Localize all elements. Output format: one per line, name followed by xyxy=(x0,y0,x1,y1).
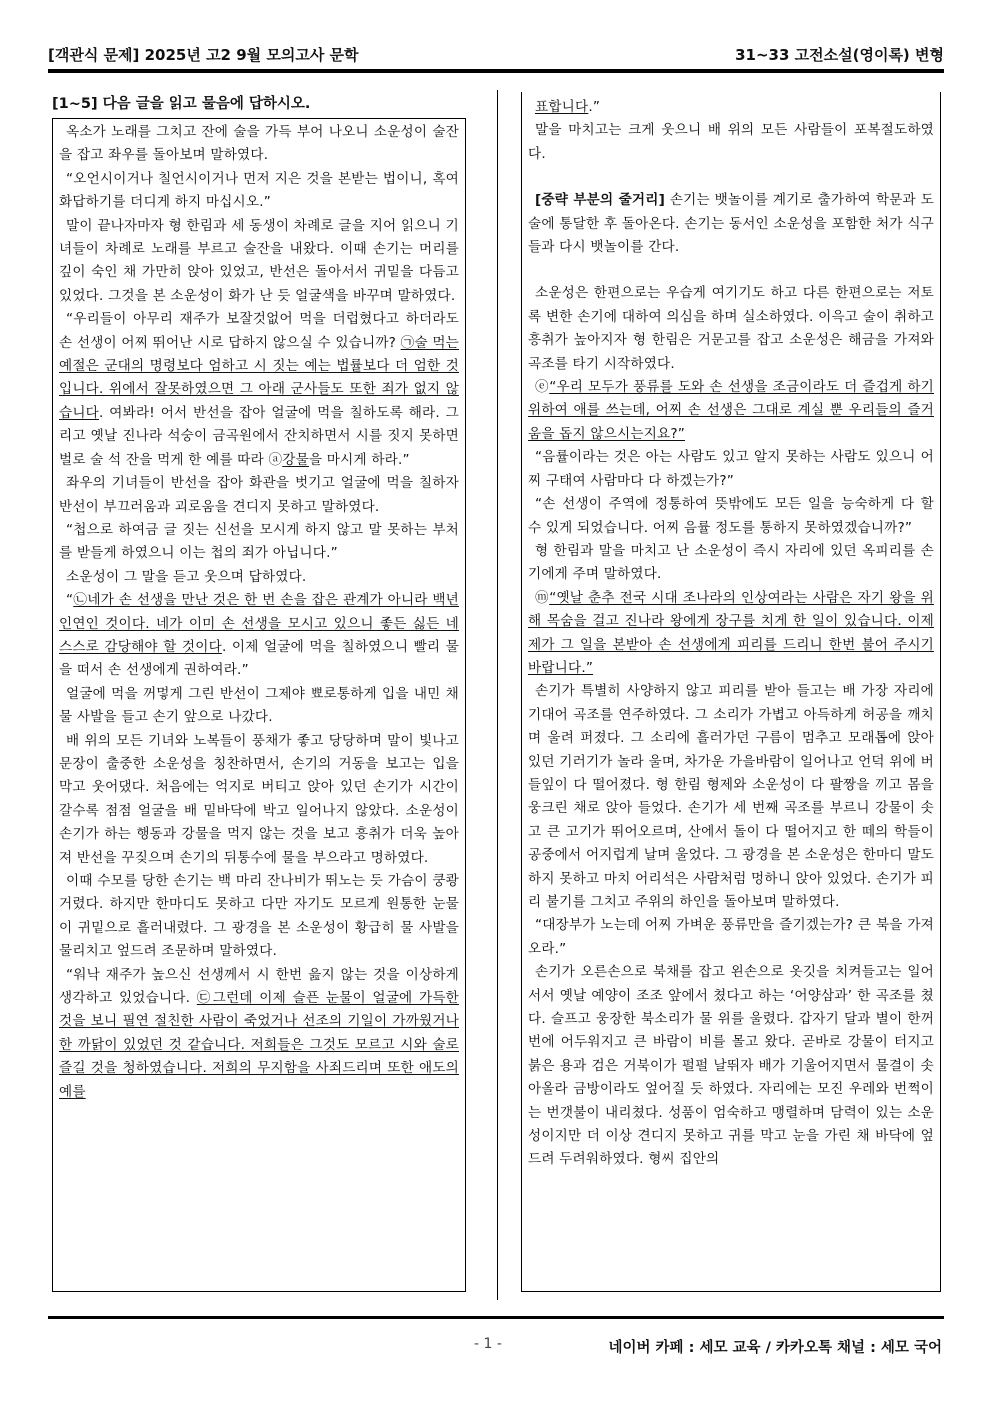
paragraph-text: “ xyxy=(66,592,74,609)
paragraph-text: 소운성이 그 말을 듣고 웃으며 답하였다. xyxy=(66,568,307,585)
passage-box-right xyxy=(521,92,941,1292)
paragraph-text: 을 마시게 하라.” xyxy=(308,451,410,468)
paragraph-text: “음률이라는 것은 아는 사람도 있고 알지 못하는 사람도 있으니 어찌 구태여 사람마다 다 하겠는가?” xyxy=(528,449,934,489)
paragraph-text: 손기가 특별히 사양하지 않고 피리를 받아 들고는 배 가장 자리에 기대어 곡조를 연주하였다. 그 소리가 가볍고 아득하게 허공을 깨치며 울려 퍼졌다. 그 소리에 흘러가던 구름이 멈추고 모래톱에 앉아 있던 기러기가 놀라 울며, 차가운 가을바람이 일어나고 언덕 위에 버들잎이 다 떨어졌다. 형 한림 형제와 소운성이 다 팔짱을 끼고 몸을 웅크린 채로 앉아 들었다. 손기가 세 번째 곡조를 부르니 강물이 솟고 큰 고기가 뛰어오르며, 산에서 돌이 다 떨어지고 한 떼의 학들이 공중에서 어지럽게 날며 울었다. 그 광경을 본 소운성은 한마디 말도 하지 못하고 마치 어리석은 사람처럼 멍하니 앉아 있었다. 손기가 피리 불기를 그치고 주위의 하인을 돌아보며 말하였다. xyxy=(528,683,934,910)
passage-paragraph xyxy=(59,215,459,309)
underlined-text: ㉠술 먹는 예절은 군대의 명령보다 엄하고 시 짓는 예는 법률보다 더 엄한 것입니다. 위에서 잘못하였으면 그 아래 군사들도 또한 죄가 없지 않습니다 xyxy=(59,334,460,421)
passage-paragraph xyxy=(528,376,934,446)
underlined-text: 강물 xyxy=(282,451,309,468)
paragraph-text: .” xyxy=(588,99,601,115)
paragraph-text: 손기가 오른손으로 북채를 잡고 왼손으로 옷깃을 치켜들고는 일어서서 옛날 예양이 조조 앞에서 쳤다고 하는 ‘어양삼과’ 한 곡조를 쳤다. 슬프고 웅장한 북소리가 물 위를 울렸다. 갑자기 달과 별이 한꺼번에 어두워지고 큰 바람이 비를 몰고 왔다. 곧바로 강물이 터지고 붉은 용과 검은 거북이가 펄펄 날뛰자 배가 기울어지면서 물결이 솟아올라 금방이라도 엎어질 듯 하였다. 자리에는 모진 우레와 번쩍이는 번갯불이 내리쳤다. 성품이 엄숙하고 맹렬하며 담력이 있는 소운성이지만 더 이상 견디지 못하고 귀를 막고 눈을 가린 채 바닥에 엎드려 두려워하였다. 형씨 집안의 xyxy=(528,964,934,1168)
passage-paragraph xyxy=(528,540,934,587)
passage-paragraph xyxy=(528,282,934,376)
question-instruction: [1~5] 다음 글을 읽고 물음에 답하시오. xyxy=(52,96,311,112)
passage-paragraph xyxy=(528,446,934,493)
passage-paragraph xyxy=(528,119,934,166)
bold-label: [중략 부분의 줄거리] xyxy=(535,192,665,209)
passage-box-left xyxy=(52,118,466,1292)
paragraph-text: ⓜ xyxy=(535,589,550,606)
underlined-text: ㉡네가 손 선생을 만난 것은 한 번 손을 잡은 관계가 아니라 백년 인연인 것이다. 네가 이미 손 선생을 모시고 있으니 좋든 싫든 네 스스로 감당해야 할 것이다 xyxy=(59,592,459,655)
paragraph-text: 소운성은 한편으로는 우습게 여기기도 하고 다른 한편으로는 저토록 변한 손기에 대하여 의심을 하며 실소하였다. 이윽고 술이 취하고 흥취가 높아지자 형 한림은 거문고를 잡고 소운성은 해금을 가져와 곡조를 타기 시작하였다. xyxy=(528,285,934,372)
blank-line xyxy=(528,259,934,282)
channel-info: 네이버 카페 : 세모 교육 / 카카오톡 채널 : 세모 국어 xyxy=(608,1340,942,1356)
passage-paragraph xyxy=(528,914,934,961)
passage-paragraph xyxy=(528,493,934,540)
paragraph-text: “오언시이거나 칠언시이거나 먼저 지은 것을 본받는 법이니, 혹여 화답하기를 더디게 하지 마십시오.” xyxy=(59,170,459,211)
passage-paragraph xyxy=(59,589,459,683)
passage-paragraph xyxy=(528,587,934,681)
paragraph-text: 말이 끝나자마자 형 한림과 세 동생이 차례로 글을 지어 읽으니 기녀들이 차례로 노래를 부르고 술잔을 내왔다. 이때 손기는 머리를 깊이 숙인 채 가만히 앉아 있었고, 반선은 돌아서서 귀밑을 다듬고 있었다. 그것을 본 소운성이 화가 난 듯 얼굴색을 바꾸며 말하였다. xyxy=(59,217,459,304)
passage-paragraph xyxy=(528,961,934,1172)
paragraph-text: “손 선생이 주역에 정통하여 뜻밖에도 모든 일을 능숙하게 다 할 수 있게 되었습니다. 어찌 음률 정도를 통하지 못하였겠습니까?” xyxy=(528,496,934,536)
underlined-text: 표합니다 xyxy=(535,99,589,115)
passage-paragraph xyxy=(528,96,934,119)
paragraph-text: 형 한림과 말을 마치고 난 소운성이 즉시 자리에 있던 옥피리를 손기에게 주며 말하였다. xyxy=(528,542,934,583)
underlined-text: ㉢그런데 이제 슬픈 눈물이 얼굴에 가득한 것을 보니 필연 절친한 사람이 죽었거나 선조의 기일이 가까웠거나 한 까닭이 있었던 것 같습니다. 저희들은 그것도 모르고 시와 술로 즐길 것을 청하였습니다. 저희의 무지함을 사죄드리며 또한 애도의 예를 xyxy=(59,990,459,1100)
passage-paragraph xyxy=(59,870,459,964)
page-header xyxy=(48,44,944,66)
passage-paragraph xyxy=(59,472,459,519)
passage-paragraph xyxy=(59,683,459,730)
blank-line xyxy=(528,166,934,189)
passage-paragraph xyxy=(528,189,934,259)
exam-title: [객관식 문제] 2025년 고2 9월 모의고사 문학 xyxy=(48,46,359,64)
paragraph-text: 옥소가 노래를 그치고 잔에 술을 가득 부어 나오니 소운성이 술잔을 잡고 좌우를 돌아보며 말하였다. xyxy=(59,124,459,164)
header-rule xyxy=(48,69,944,73)
page-number: - 1 - xyxy=(474,1336,502,1352)
paragraph-text: 배 위의 모든 기녀와 노복들이 풍채가 좋고 당당하며 말이 빛나고 문장이 출중한 소운성을 칭찬하면서, 손기의 거동을 보고는 입을 막고 웃어댔다. 처음에는 억지로 버티고 앉아 있던 손기가 시간이 갈수록 점점 얼굴을 배 밑바닥에 박고 일어나지 않았다. 소운성이 손기가 하는 행동과 강물을 먹지 않는 것을 보고 흥취가 더욱 높아져 반선을 꾸짖으며 손기의 뒤통수에 물을 부으라고 명하였다. xyxy=(59,732,459,866)
passage-paragraph xyxy=(59,308,459,472)
passage-paragraph xyxy=(59,519,459,566)
paragraph-text: 이때 수모를 당한 손기는 백 마리 잔나비가 뛰노는 듯 가슴이 쿵쾅거렸다. 하지만 한마디도 못하고 다만 자기도 모르게 원통한 눈물이 귀밑으로 흘러내렸다. 그 광경을 본 소운성이 황급히 물 사발을 물리치고 엎드려 조문하며 말하였다. xyxy=(59,873,459,960)
passage-paragraph xyxy=(528,680,934,914)
section-title: 31~33 고전소설(영이록) 변형 xyxy=(735,46,944,64)
paragraph-text: “우리들이 아무리 재주가 보잘것없어 먹을 더럽혔다고 하더라도 손 선생이 어찌 뛰어난 시로 답하지 않으실 수 있습니까? xyxy=(59,311,459,351)
paragraph-text: ⓔ xyxy=(535,379,550,396)
paragraph-text: 말을 마치고는 크게 웃으니 배 위의 모든 사람들이 포복절도하였다. xyxy=(528,122,934,162)
paragraph-text: “워낙 재주가 높으신 선생께서 시 한번 읊지 않는 것을 이상하게 생각하고 있었습니다. xyxy=(59,966,459,1007)
passage-paragraph xyxy=(59,730,459,870)
column-divider xyxy=(497,90,498,1300)
passage-paragraph xyxy=(59,168,459,215)
paragraph-text: . 여봐라! 어서 반선을 잡아 얼굴에 먹을 칠하도록 해라. 그리고 옛날 진나라 석숭이 금곡원에서 잔치하면서 시를 짓지 못하면 벌로 술 석 잔을 먹게 한 예를 따라 ⓐ xyxy=(59,404,459,468)
passage-paragraph xyxy=(59,121,459,168)
passage-paragraph xyxy=(59,964,459,1104)
footer-rule xyxy=(48,1316,944,1319)
paragraph-text: “대장부가 노는데 어찌 가벼운 풍류만을 즐기겠는가? 큰 북을 가져오라.” xyxy=(528,917,934,957)
passage-paragraph xyxy=(59,566,459,589)
paragraph-text: 얼굴에 먹을 꺼멓게 그린 반선이 그제야 뾰로통하게 입을 내민 채 물 사발을 들고 손기 앞으로 나갔다. xyxy=(59,685,459,726)
paragraph-text: 좌우의 기녀들이 반선을 잡아 화관을 벗기고 얼굴에 먹을 칠하자 반선이 부끄러움과 괴로움을 견디지 못하고 말하였다. xyxy=(59,475,459,515)
underlined-text: “옛날 춘추 전국 시대 조나라의 인상여라는 사람은 자기 왕을 위해 목숨을 걸고 진나라 왕에게 장구를 치게 한 일이 있습니다. 이제 제가 그 일을 본받아 손 선생에게 피리를 드리니 한번 불어 주시기 바랍니다.” xyxy=(528,589,934,676)
paragraph-text: . 이제 얼굴에 먹을 칠하였으니 빨리 물을 떠서 손 선생에게 권하여라.” xyxy=(59,638,459,679)
paragraph-text: 손기는 뱃놀이를 계기로 출가하여 학문과 도술에 통달한 후 돌아온다. 손기는 동서인 소운성을 포함한 처가 식구들과 다시 뱃놀이를 간다. xyxy=(528,192,934,256)
underlined-text: “우리 모두가 풍류를 도와 손 선생을 조금이라도 더 즐겁게 하기 위하여 애를 쓰는데, 어찌 손 선생은 그대로 계실 뿐 우리들의 즐거움을 돕지 않으시는지요?” xyxy=(528,379,934,442)
paragraph-text: “첩으로 하여금 글 짓는 신선을 모시게 하지 않고 말 못하는 부처를 받들게 하였으니 이는 첩의 죄가 아닙니다.” xyxy=(59,521,459,562)
